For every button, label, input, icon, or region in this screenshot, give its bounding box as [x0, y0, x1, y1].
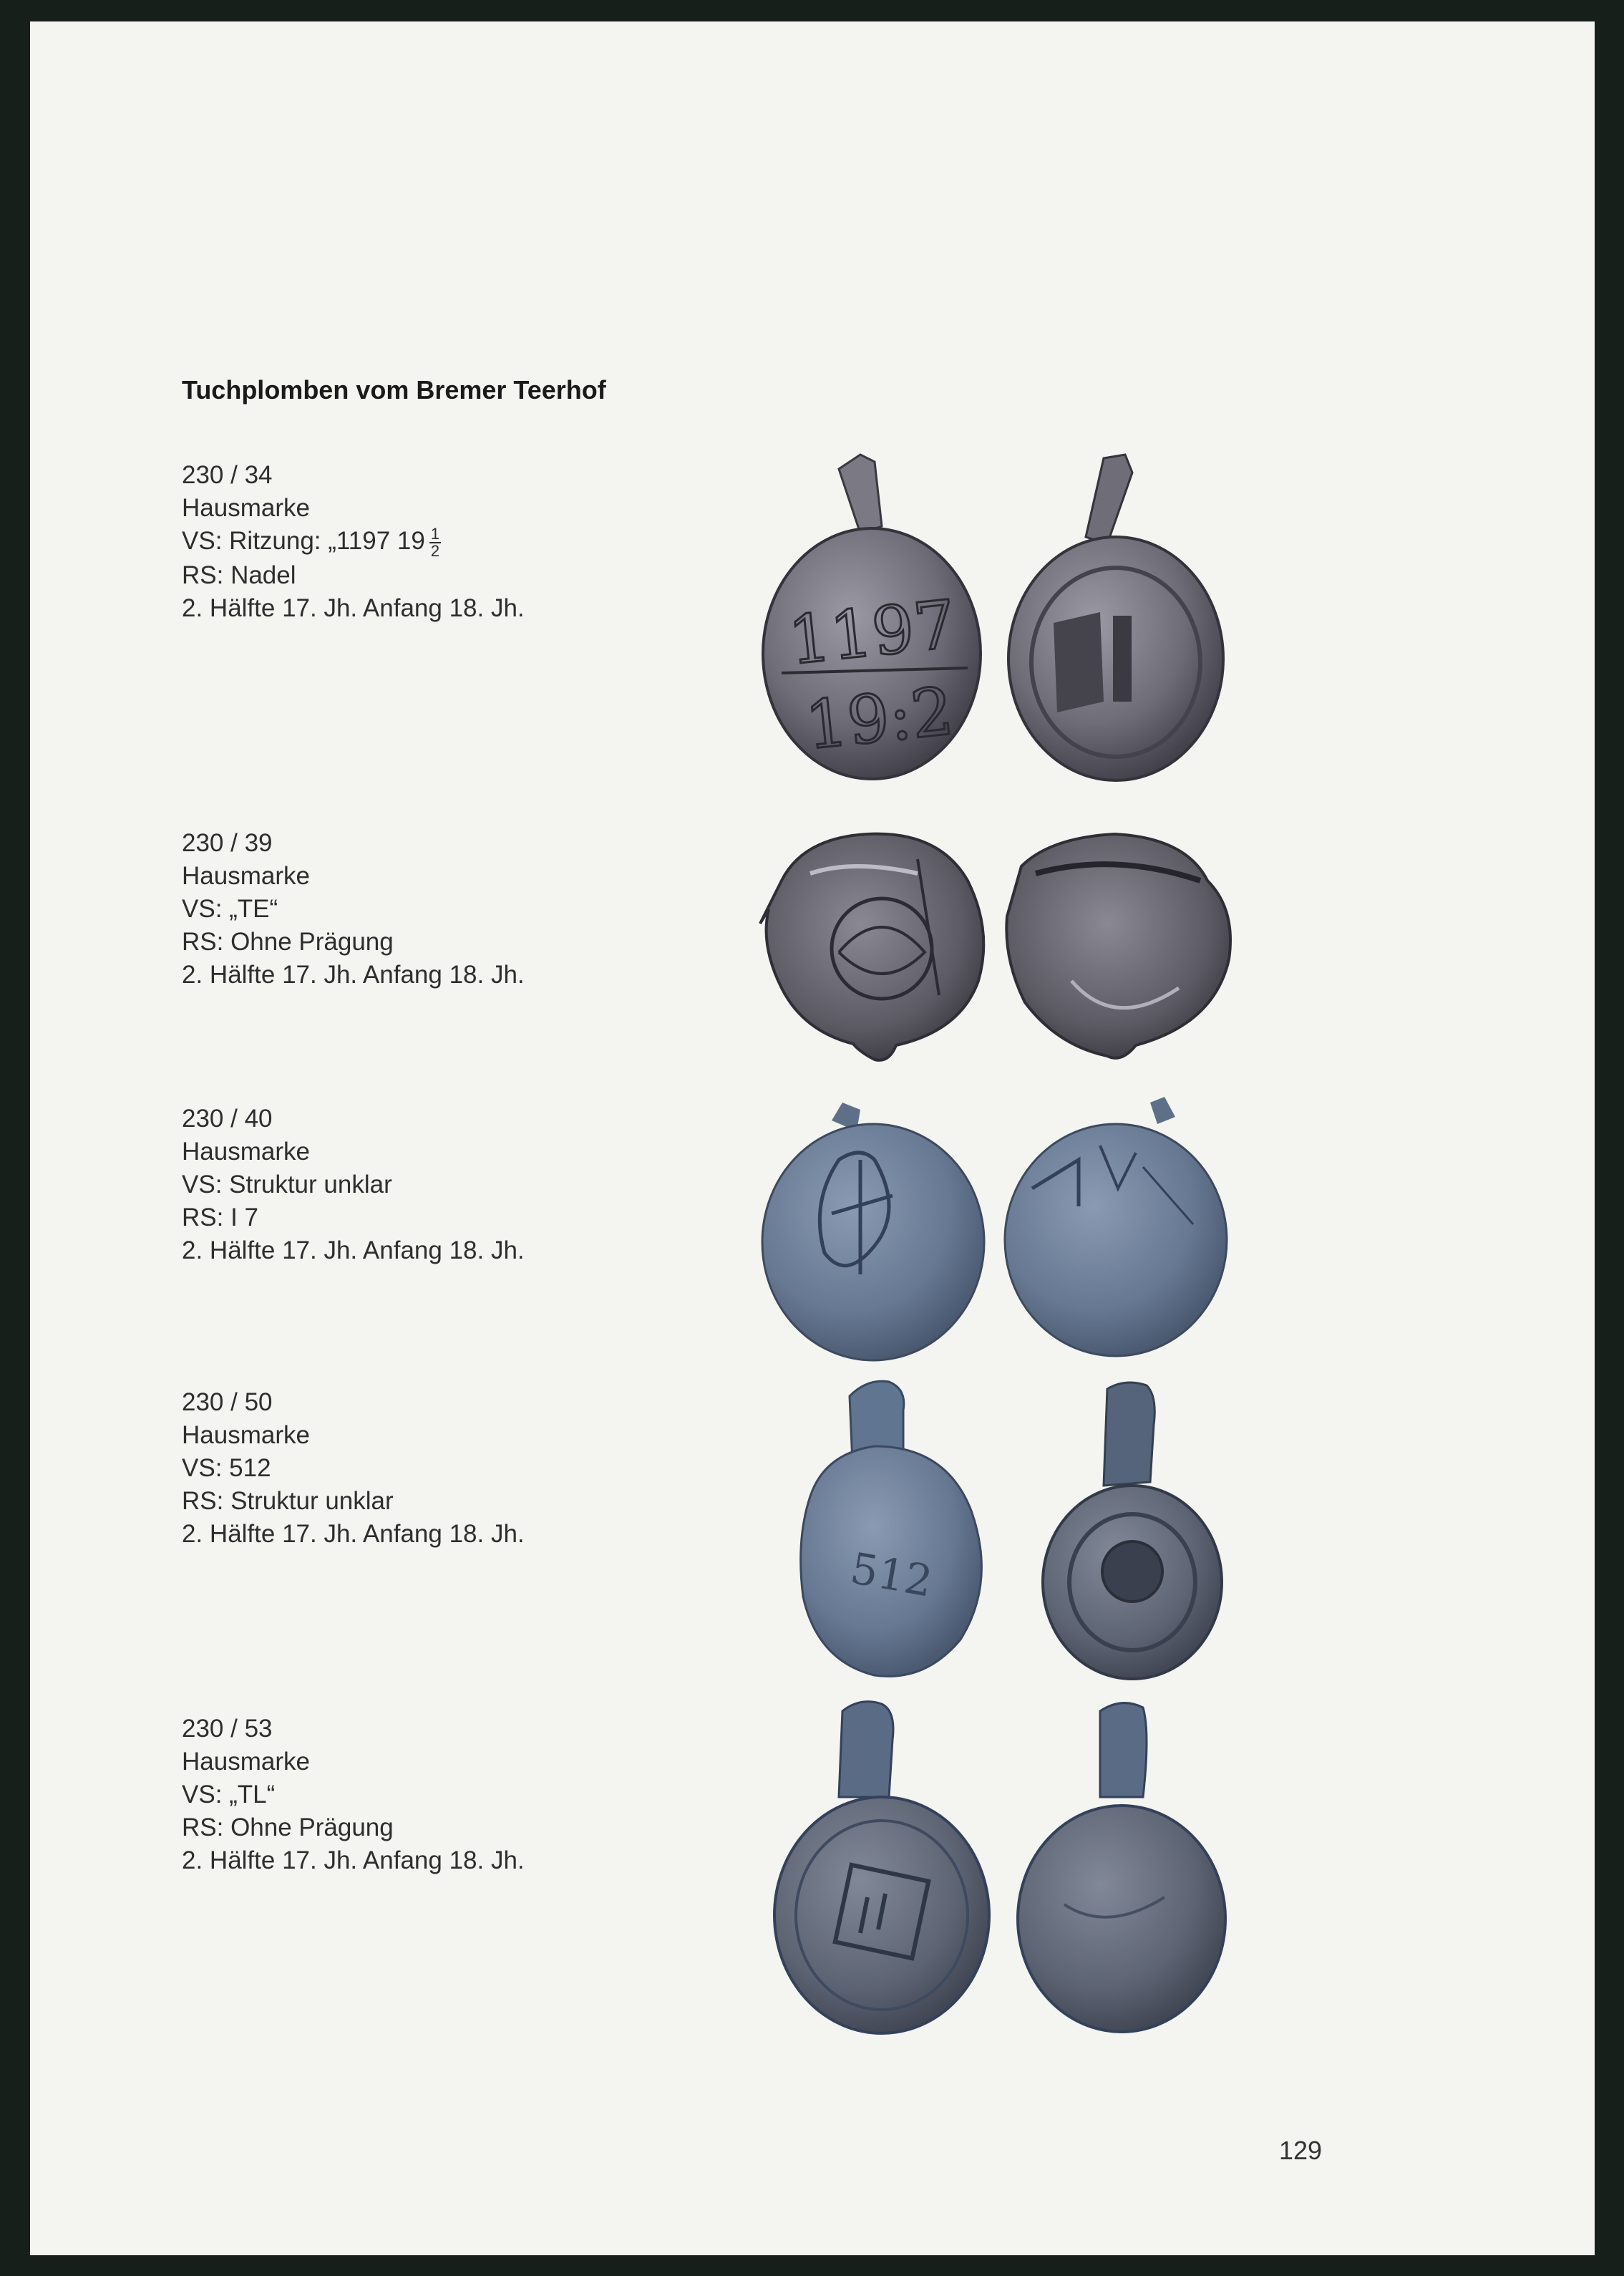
seal-photo-obverse — [753, 816, 996, 1074]
seal-incision-2: 19:2 — [802, 672, 958, 765]
entry-type: Hausmarke — [182, 862, 310, 890]
seal-photo-obverse — [760, 1690, 1003, 2040]
entry-reverse: RS: Struktur unklar — [182, 1487, 394, 1515]
fraction-denominator: 2 — [430, 541, 440, 560]
entry-number: 230 / 39 — [182, 829, 273, 857]
document-page — [30, 21, 1595, 2255]
entry-reverse: RS: Ohne Prägung — [182, 1813, 394, 1841]
entry-date: 2. Hälfte 17. Jh. Anfang 18. Jh. — [182, 594, 525, 622]
seal-incision-1: 1197 — [784, 586, 960, 680]
entry-number: 230 / 34 — [182, 461, 273, 489]
catalog-entry — [182, 1386, 525, 1551]
entry-type: Hausmarke — [182, 1421, 310, 1449]
page-number: 129 — [1279, 2136, 1323, 2165]
seal-photo-reverse — [1025, 1367, 1240, 1690]
fraction-numerator: 1 — [430, 524, 440, 543]
entry-number: 230 / 50 — [182, 1388, 273, 1416]
seal-photo-reverse — [1000, 1690, 1236, 2040]
seal-photo-obverse — [753, 440, 996, 798]
seal-photo-obverse — [782, 1367, 1011, 1690]
seal-stamp-512: 512 — [846, 1543, 936, 1607]
catalog-entry — [182, 459, 525, 625]
entry-obverse-text: VS: Ritzung: „1197 19 — [182, 527, 425, 555]
entry-type: Hausmarke — [182, 1138, 310, 1166]
entry-date: 2. Hälfte 17. Jh. Anfang 18. Jh. — [182, 1236, 525, 1264]
fraction — [429, 526, 441, 559]
seal-photo-reverse — [993, 816, 1243, 1074]
entry-reverse: RS: I 7 — [182, 1204, 258, 1231]
entry-obverse: VS: Struktur unklar — [182, 1171, 392, 1198]
entry-date: 2. Hälfte 17. Jh. Anfang 18. Jh. — [182, 1520, 525, 1548]
seal-photo-reverse — [993, 444, 1236, 802]
entry-number: 230 / 40 — [182, 1105, 273, 1133]
catalog-entry — [182, 1103, 525, 1267]
page-title: Tuchplomben vom Bremer Teerhof — [182, 375, 606, 405]
catalog-entry — [182, 1713, 525, 1877]
seal-photo-reverse — [993, 1081, 1243, 1367]
entry-number: 230 / 53 — [182, 1715, 273, 1743]
entry-obverse — [182, 525, 525, 559]
seal-photo-obverse — [753, 1081, 996, 1367]
entry-reverse: RS: Nadel — [182, 561, 296, 589]
catalog-entry — [182, 827, 525, 992]
entry-obverse: VS: „TL“ — [182, 1781, 276, 1808]
entry-date: 2. Hälfte 17. Jh. Anfang 18. Jh. — [182, 1846, 525, 1874]
entry-obverse: VS: 512 — [182, 1454, 271, 1482]
entry-type: Hausmarke — [182, 1748, 310, 1776]
entry-type: Hausmarke — [182, 494, 310, 522]
entry-obverse: VS: „TE“ — [182, 895, 278, 923]
entry-reverse: RS: Ohne Prägung — [182, 928, 394, 956]
entry-date: 2. Hälfte 17. Jh. Anfang 18. Jh. — [182, 961, 525, 989]
